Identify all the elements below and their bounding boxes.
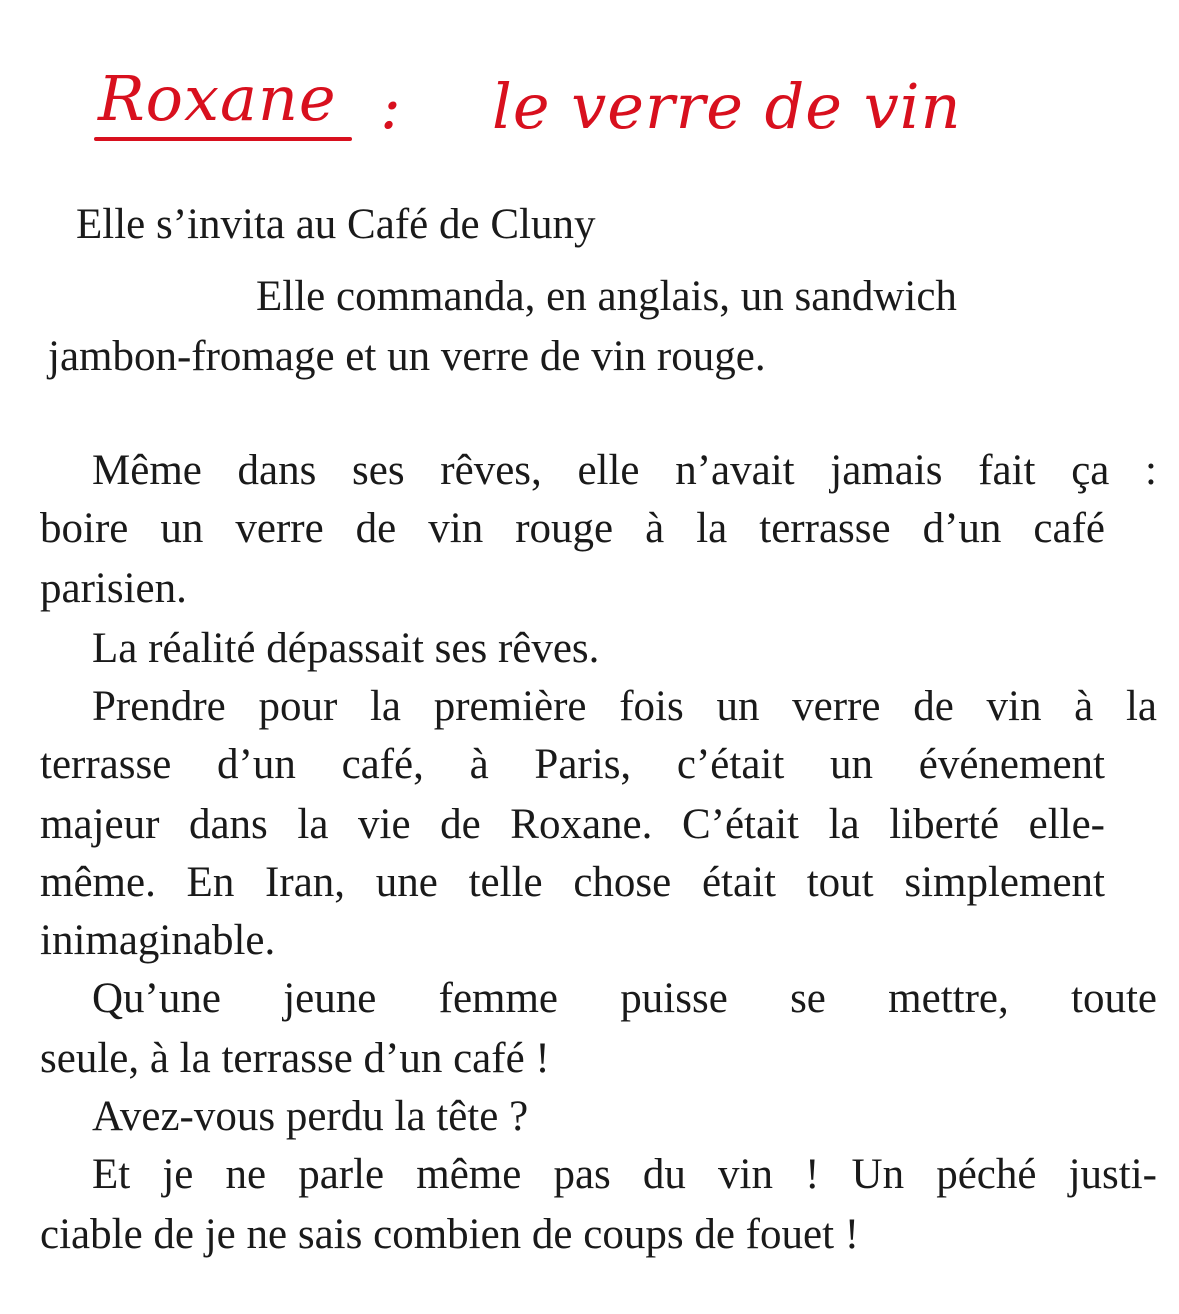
text-line-14: seule, à la terrasse d’un café ! (40, 1035, 550, 1082)
handwritten-title-name: Roxane (98, 62, 337, 135)
text-line-2: Elle commanda, en anglais, un sandwich (256, 273, 957, 320)
text-line-4: Même dans ses rêves, elle n’avait jamais fait ça : (92, 447, 1157, 494)
text-line-10: majeur dans la vie de Roxane. C’était la liberté elle- (40, 801, 1105, 848)
text-line-6: parisien. (40, 565, 187, 612)
text-line-13: Qu’une jeune femme puisse se mettre, toute (92, 975, 1157, 1022)
handwritten-title-colon: : (380, 70, 402, 143)
handwritten-underline (94, 137, 352, 141)
text-line-5: boire un verre de vin rouge à la terrasse d’un café (40, 505, 1105, 552)
text-line-17: ciable de je ne sais combien de coups de fouet ! (40, 1211, 860, 1258)
text-line-15: Avez-vous perdu la tête ? (92, 1093, 529, 1140)
text-line-12: inimaginable. (40, 917, 276, 964)
text-line-8: Prendre pour la première fois un verre de vin à la (92, 683, 1157, 730)
text-line-7: La réalité dépassait ses rêves. (92, 625, 600, 672)
handwritten-title-subject: le verre de vin (492, 70, 962, 143)
text-line-3: jambon-fromage et un verre de vin rouge. (48, 333, 766, 380)
text-line-9: terrasse d’un café, à Paris, c’était un événement (40, 741, 1105, 788)
text-line-16: Et je ne parle même pas du vin ! Un péché justi- (92, 1151, 1157, 1198)
text-line-1: Elle s’invita au Café de Cluny (76, 201, 596, 248)
text-line-11: même. En Iran, une telle chose était tout simplement (40, 859, 1105, 906)
